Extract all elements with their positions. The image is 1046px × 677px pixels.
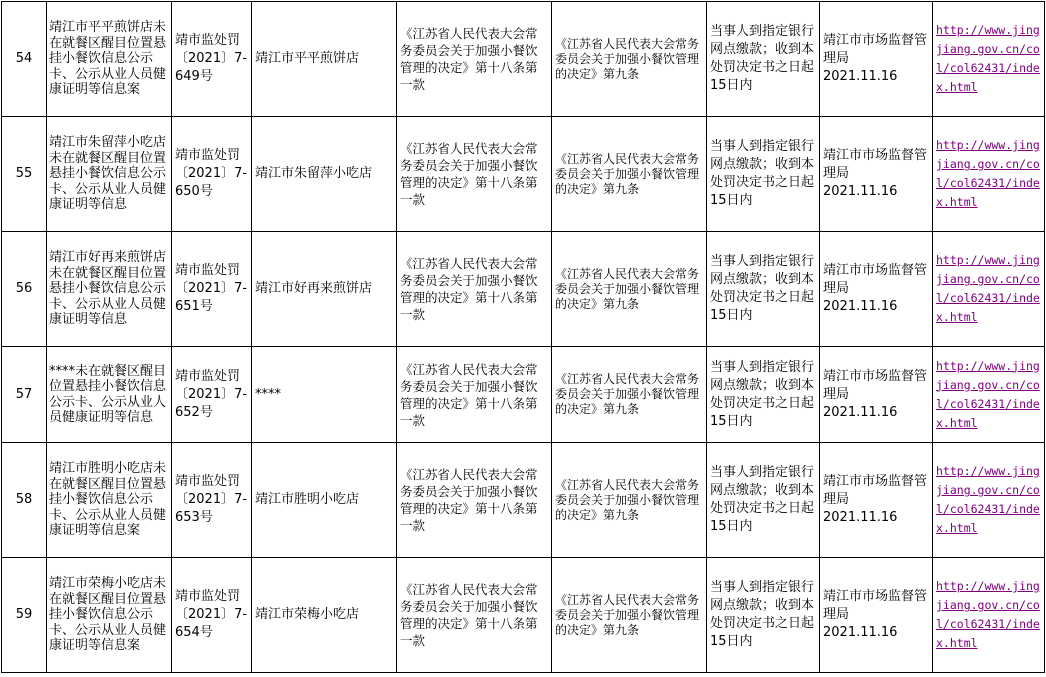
document-number: 靖市监处罚〔2021〕7-652号 <box>172 347 252 443</box>
decision-date: 2021.11.16 <box>823 404 898 420</box>
case-name: 靖江市朱留萍小吃店未在就餐区醒目位置悬挂小餐饮信息公示卡、公示从业人员健康证明等信息 <box>47 117 172 232</box>
source-link-cell <box>933 347 1045 443</box>
party-name: 靖江市好再来煎饼店 <box>252 232 397 347</box>
case-name: 靖江市荣梅小吃店未在就餐区醒目位置悬挂小餐饮信息公示卡、公示从业人员健康证明等信息案 <box>47 558 172 673</box>
violated-law: 《江苏省人民代表大会常务委员会关于加强小餐饮管理的决定》第九条 <box>552 232 707 347</box>
row-number: 56 <box>2 232 47 347</box>
document-number: 靖市监处罚〔2021〕7-649号 <box>172 2 252 117</box>
penalty-basis: 《江苏省人民代表大会常务委员会关于加强小餐饮管理的决定》第十八条第一款 <box>397 558 552 673</box>
case-name: 靖江市好再来煎饼店未在就餐区醒目位置悬挂小餐饮信息公示卡、公示从业人员健康证明等信息 <box>47 232 172 347</box>
authority-and-date <box>820 232 933 347</box>
penalty-basis: 《江苏省人民代表大会常务委员会关于加强小餐饮管理的决定》第十八条第一款 <box>397 117 552 232</box>
decision-date: 2021.11.16 <box>823 69 898 84</box>
case-name: 靖江市胜明小吃店未在就餐区醒目位置悬挂小餐饮信息公示卡、公示从业人员健康证明等信息案 <box>47 443 172 558</box>
payment-method: 当事人到指定银行网点缴款；收到本处罚决定书之日起15日内 <box>707 117 820 232</box>
authority: 靖江市市场监督管理局 <box>823 33 928 66</box>
party-name: **** <box>252 347 397 443</box>
table-row <box>2 443 1045 558</box>
table-row <box>2 2 1045 117</box>
authority-and-date <box>820 558 933 673</box>
violated-law: 《江苏省人民代表大会常务委员会关于加强小餐饮管理的决定》第九条 <box>552 347 707 443</box>
party-name: 靖江市荣梅小吃店 <box>252 558 397 673</box>
document-number: 靖市监处罚〔2021〕7-654号 <box>172 558 252 673</box>
source-link[interactable]: http://www.jingjiang.gov.cn/col/col62431/index.html <box>936 253 1040 324</box>
violated-law: 《江苏省人民代表大会常务委员会关于加强小餐饮管理的决定》第九条 <box>552 117 707 232</box>
source-link[interactable]: http://www.jingjiang.gov.cn/col/col62431/index.html <box>936 138 1040 209</box>
source-link-cell <box>933 2 1045 117</box>
decision-date: 2021.11.16 <box>823 510 898 525</box>
authority-and-date <box>820 443 933 558</box>
party-name: 靖江市平平煎饼店 <box>252 2 397 117</box>
penalty-basis: 《江苏省人民代表大会常务委员会关于加强小餐饮管理的决定》第十八条第一款 <box>397 347 552 443</box>
authority-and-date <box>820 347 933 443</box>
table-row <box>2 117 1045 232</box>
authority: 靖江市市场监督管理局 <box>823 589 928 622</box>
source-link-cell <box>933 558 1045 673</box>
penalty-basis: 《江苏省人民代表大会常务委员会关于加强小餐饮管理的决定》第十八条第一款 <box>397 2 552 117</box>
row-number: 54 <box>2 2 47 117</box>
source-link-cell <box>933 443 1045 558</box>
penalty-basis: 《江苏省人民代表大会常务委员会关于加强小餐饮管理的决定》第十八条第一款 <box>397 232 552 347</box>
penalty-basis: 《江苏省人民代表大会常务委员会关于加强小餐饮管理的决定》第十八条第一款 <box>397 443 552 558</box>
authority-and-date <box>820 117 933 232</box>
violated-law: 《江苏省人民代表大会常务委员会关于加强小餐饮管理的决定》第九条 <box>552 443 707 558</box>
payment-method: 当事人到指定银行网点缴款；收到本处罚决定书之日起15日内 <box>707 232 820 347</box>
case-name: ****未在就餐区醒目位置悬挂小餐饮信息公示卡、公示从业人员健康证明等信息 <box>47 347 172 443</box>
source-link-cell <box>933 232 1045 347</box>
party-name: 靖江市胜明小吃店 <box>252 443 397 558</box>
party-name: 靖江市朱留萍小吃店 <box>252 117 397 232</box>
decision-date: 2021.11.16 <box>823 184 898 199</box>
document-number: 靖市监处罚〔2021〕7-650号 <box>172 117 252 232</box>
authority: 靖江市市场监督管理局 <box>823 263 928 296</box>
violated-law: 《江苏省人民代表大会常务委员会关于加强小餐饮管理的决定》第九条 <box>552 2 707 117</box>
decision-date: 2021.11.16 <box>823 625 898 640</box>
source-link[interactable]: http://www.jingjiang.gov.cn/col/col62431/index.html <box>936 358 1040 430</box>
table-row <box>2 347 1045 443</box>
source-link[interactable]: http://www.jingjiang.gov.cn/col/col62431/index.html <box>936 579 1040 650</box>
document-number: 靖市监处罚〔2021〕7-653号 <box>172 443 252 558</box>
decision-date: 2021.11.16 <box>823 299 898 314</box>
payment-method: 当事人到指定银行网点缴款；收到本处罚决定书之日起15日内 <box>707 347 820 443</box>
source-link[interactable]: http://www.jingjiang.gov.cn/col/col62431/index.html <box>936 23 1040 94</box>
penalty-table <box>1 1 1045 673</box>
row-number: 58 <box>2 443 47 558</box>
payment-method: 当事人到指定银行网点缴款；收到本处罚决定书之日起15日内 <box>707 558 820 673</box>
authority: 靖江市市场监督管理局 <box>823 368 928 402</box>
case-name: 靖江市平平煎饼店未在就餐区醒目位置悬挂小餐饮信息公示卡、公示从业人员健康证明等信息案 <box>47 2 172 117</box>
row-number: 57 <box>2 347 47 443</box>
source-link-cell <box>933 117 1045 232</box>
document-number: 靖市监处罚〔2021〕7-651号 <box>172 232 252 347</box>
payment-method: 当事人到指定银行网点缴款；收到本处罚决定书之日起15日内 <box>707 2 820 117</box>
table-row <box>2 232 1045 347</box>
authority-and-date <box>820 2 933 117</box>
row-number: 59 <box>2 558 47 673</box>
table-row <box>2 558 1045 673</box>
payment-method: 当事人到指定银行网点缴款；收到本处罚决定书之日起15日内 <box>707 443 820 558</box>
violated-law: 《江苏省人民代表大会常务委员会关于加强小餐饮管理的决定》第九条 <box>552 558 707 673</box>
authority: 靖江市市场监督管理局 <box>823 148 928 181</box>
authority: 靖江市市场监督管理局 <box>823 474 928 507</box>
row-number: 55 <box>2 117 47 232</box>
source-link[interactable]: http://www.jingjiang.gov.cn/col/col62431/index.html <box>936 464 1040 535</box>
